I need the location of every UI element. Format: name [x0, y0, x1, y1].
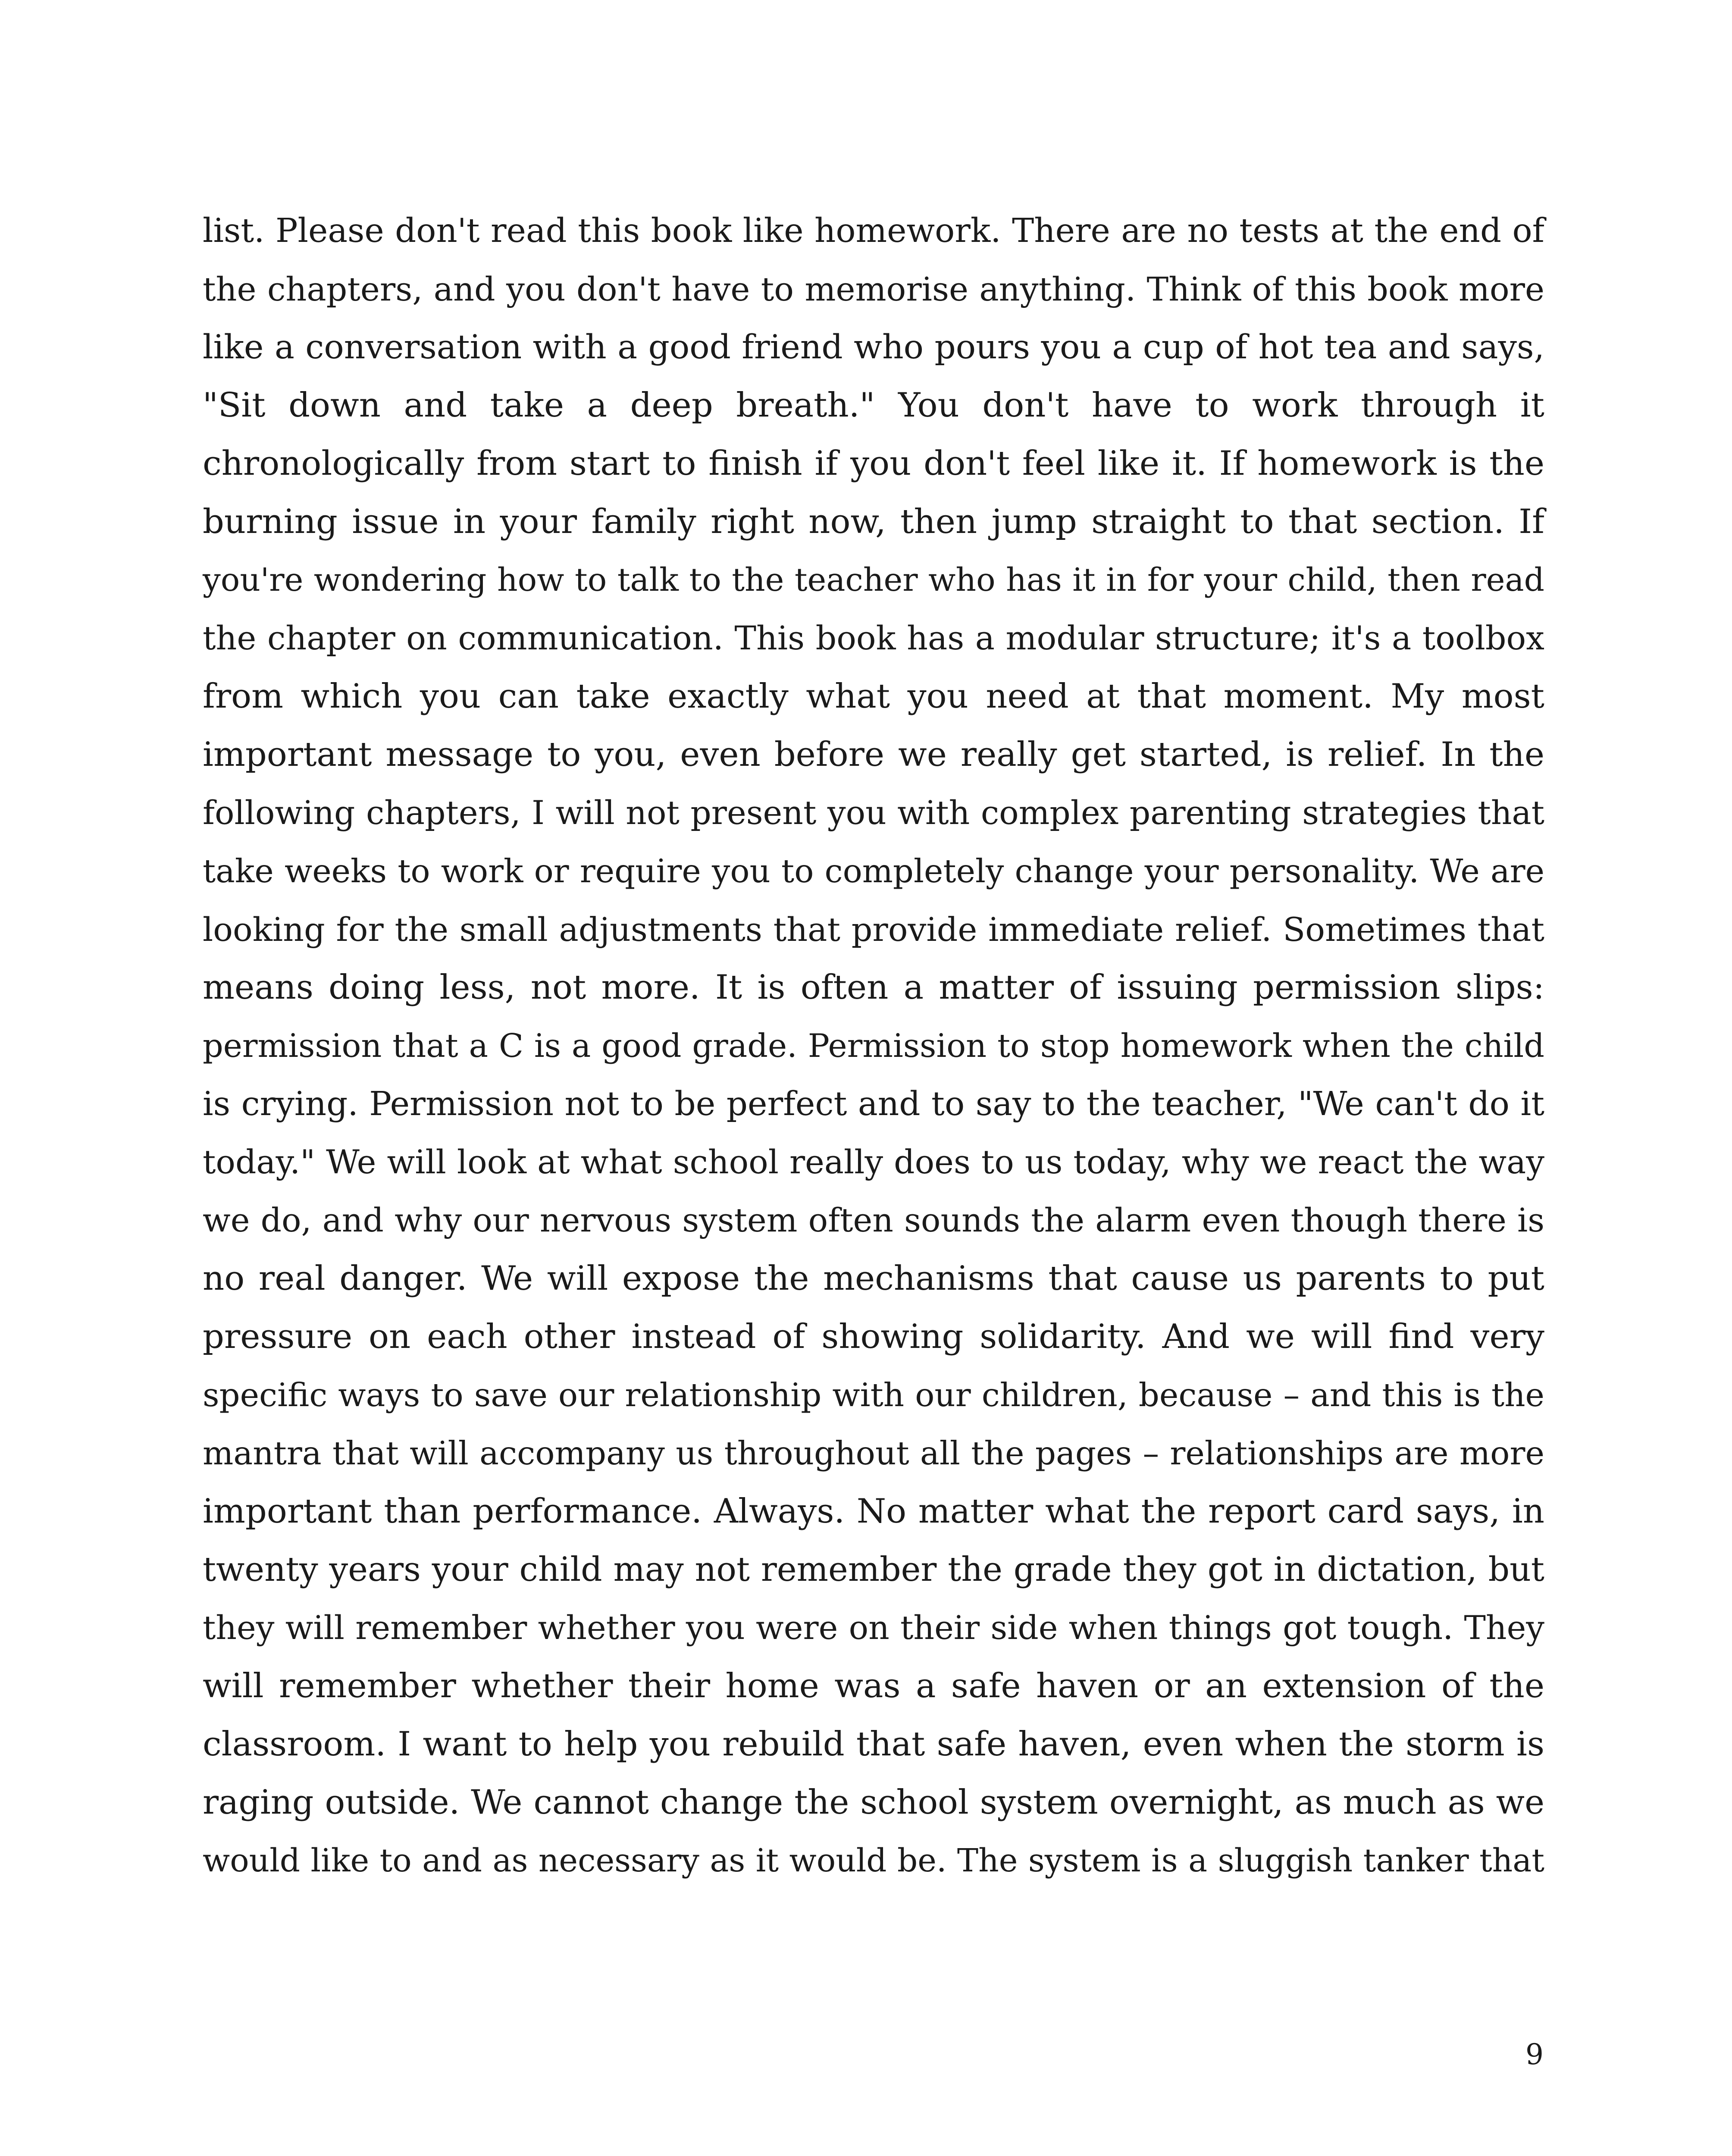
body-text [203, 202, 1544, 1890]
text-line: permission that a C is a good grade. Permission to stop homework when the child [203, 1027, 1544, 1065]
text-line: classroom. I want to help you rebuild that safe haven, even when the storm is [203, 1725, 1544, 1764]
text-line: important message to you, even before we really get started, is relief. In the [203, 735, 1544, 774]
text-line: "Sit down and take a deep breath." You don't have to work through it [203, 386, 1544, 425]
text-line: today." We will look at what school really does to us today, why we react the way [203, 1143, 1544, 1181]
text-line: burning issue in your family right now, then jump straight to that section. If [203, 502, 1544, 541]
text-line: means doing less, not more. It is often a matter of issuing permission slips: [203, 968, 1544, 1007]
text-line: they will remember whether you were on their side when things got tough. They [203, 1609, 1544, 1647]
text-line: no real danger. We will expose the mechanisms that cause us parents to put [203, 1259, 1544, 1298]
text-line: mantra that will accompany us throughout all the pages – relationships are more [203, 1434, 1544, 1472]
page-number: 9 [1525, 2038, 1544, 2071]
text-line: list. Please don't read this book like homework. There are no tests at the end of [203, 212, 1544, 250]
text-line: would like to and as necessary as it would be. The system is a sluggish tanker that [203, 1842, 1544, 1879]
text-line: the chapter on communication. This book has a modular structure; it's a toolbox [203, 619, 1544, 657]
text-line: from which you can take exactly what you need at that moment. My most [203, 677, 1544, 716]
text-line: take weeks to work or require you to completely change your personality. We are [203, 852, 1544, 890]
text-line: like a conversation with a good friend who pours you a cup of hot tea and says, [203, 328, 1544, 367]
text-line: following chapters, I will not present you with complex parenting strategies that [203, 794, 1544, 832]
text-line: we do, and why our nervous system often sounds the alarm even though there is [203, 1201, 1544, 1239]
text-line: raging outside. We cannot change the school system overnight, as much as we [203, 1783, 1544, 1822]
text-line: is crying. Permission not to be perfect and to say to the teacher, "We can't do it [203, 1085, 1544, 1123]
text-line: twenty years your child may not remember the grade they got in dictation, but [203, 1550, 1544, 1589]
text-line: specific ways to save our relationship with our children, because – and this is the [203, 1376, 1544, 1414]
text-line: you're wondering how to talk to the teacher who has it in for your child, then read [203, 561, 1544, 599]
text-line: the chapters, and you don't have to memorise anything. Think of this book more [203, 270, 1544, 308]
text-line: important than performance. Always. No matter what the report card says, in [203, 1492, 1544, 1531]
text-line: pressure on each other instead of showing solidarity. And we will find very [203, 1317, 1544, 1356]
text-line: looking for the small adjustments that provide immediate relief. Sometimes that [203, 910, 1544, 949]
text-line: will remember whether their home was a safe haven or an extension of the [203, 1667, 1544, 1705]
text-line: chronologically from start to finish if you don't feel like it. If homework is the [203, 444, 1544, 483]
